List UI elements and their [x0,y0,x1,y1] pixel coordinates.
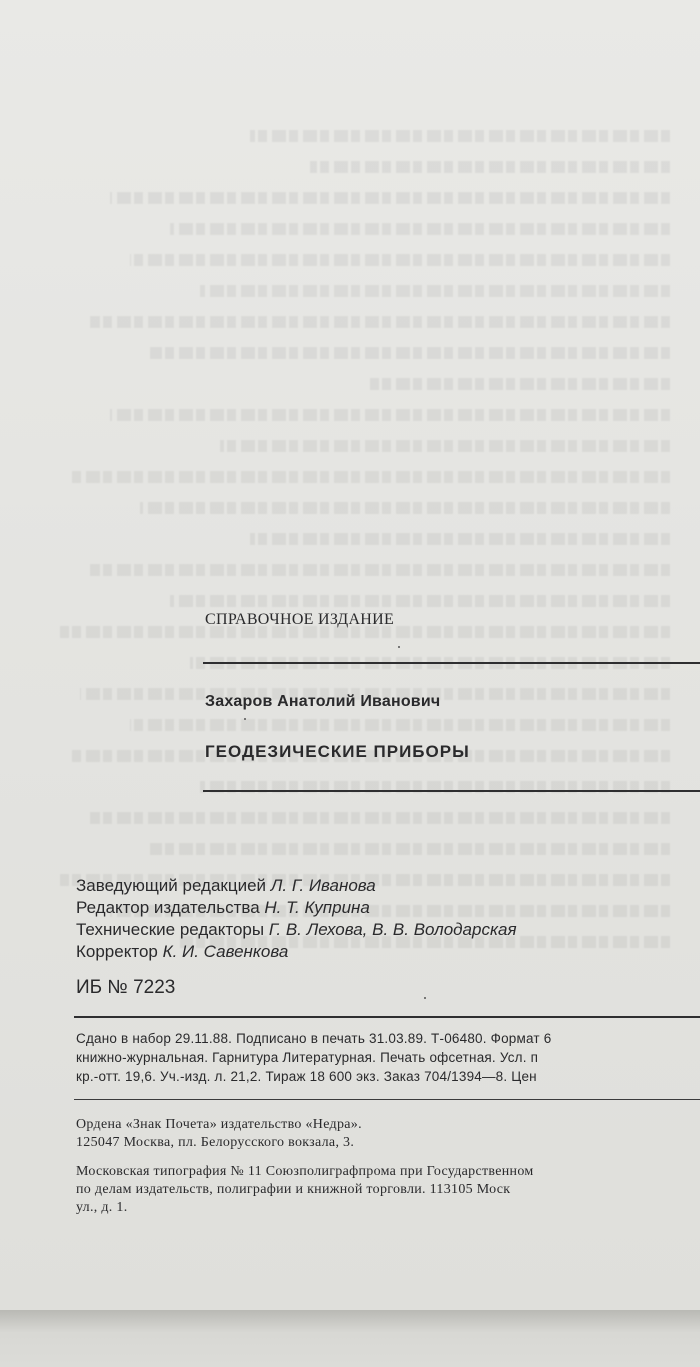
credit-line [76,942,288,962]
page-bottom-shadow [0,1310,700,1367]
publisher-line: 125047 Москва, пл. Белорусского вокзала, 3. [76,1135,355,1150]
publisher-line: Ордена «Знак Почета» издательство «Недра». [76,1117,362,1132]
print-details-line: книжно-журнальная. Гарнитура Литературная. Печать офсетная. Усл. п [76,1050,539,1065]
print-details-line: Сдано в набор 29.11.88. Подписано в печать 31.03.89. Т-06480. Формат 6 [76,1031,552,1046]
show-through-text [0,130,670,967]
print-speck [398,646,400,648]
credit-role: Редактор издательства [76,898,260,917]
ib-number: ИБ № 7223 [76,977,176,998]
credit-person: Н. Т. Куприна [264,898,370,917]
credit-person: К. И. Савенкова [162,942,289,961]
printer-line: по делам издательств, полиграфии и книжной торговли. 113105 Моск [76,1182,511,1197]
author-name: Захаров Анатолий Иванович [205,693,441,710]
credit-person: Л. Г. Иванова [270,876,376,895]
header-rule-top [203,662,700,664]
credit-line [76,876,376,896]
book-title: ГЕОДЕЗИЧЕСКИЕ ПРИБОРЫ [205,742,470,761]
credit-role: Технические редакторы [76,920,265,939]
edition-type: СПРАВОЧНОЕ ИЗДАНИЕ [205,611,395,628]
credit-line [76,898,370,918]
print-speck [244,718,246,720]
credit-role: Корректор [76,942,158,961]
header-rule-bottom [203,790,700,792]
printer-line: Московская типография № 11 Союзполиграфпрома при Государственном [76,1164,534,1179]
credit-person: Г. В. Лехова, В. В. Володарская [268,920,517,939]
print-speck [424,997,426,999]
printer-line: ул., д. 1. [76,1200,128,1215]
credit-line [76,920,517,940]
credit-role: Заведующий редакцией [76,876,267,895]
print-rule-top [74,1016,700,1018]
print-details-line: кр.-отт. 19,6. Уч.-изд. л. 21,2. Тираж 18 600 экз. Заказ 704/1394—8. Цен [76,1069,537,1084]
print-rule-bottom [74,1099,700,1100]
